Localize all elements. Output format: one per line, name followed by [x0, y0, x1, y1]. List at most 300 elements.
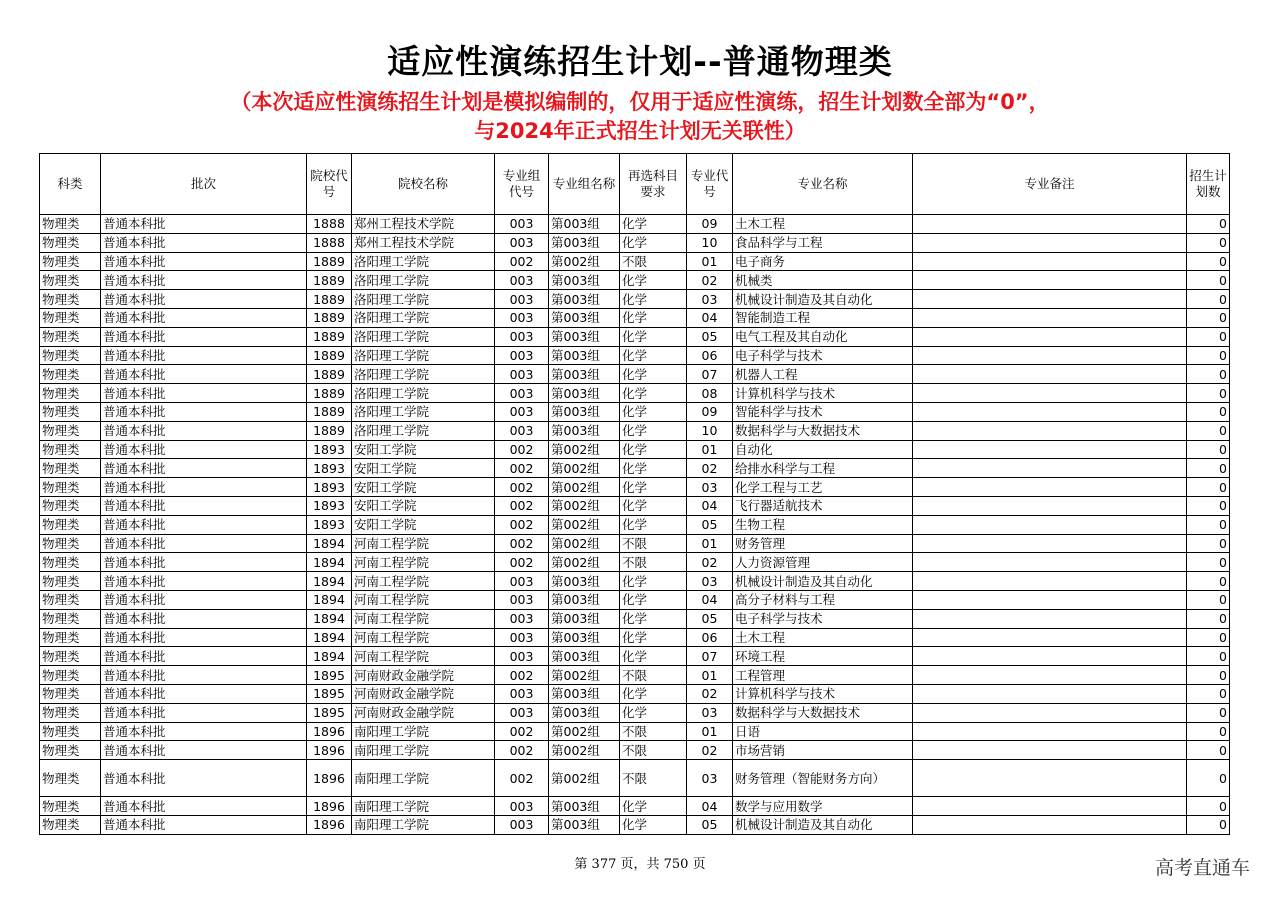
table-cell: 安阳工学院 [352, 496, 495, 515]
table-row [40, 815, 1230, 834]
table-cell: 第003组 [549, 572, 620, 591]
table-cell: 02 [687, 684, 733, 703]
table-cell: 普通本科批 [101, 365, 307, 384]
table-cell: 第003组 [549, 590, 620, 609]
table-cell: 普通本科批 [101, 421, 307, 440]
table-cell: 002 [495, 440, 549, 459]
table-cell: 1889 [307, 421, 352, 440]
table-cell: 河南工程学院 [352, 609, 495, 628]
table-row [40, 346, 1230, 365]
table-cell [913, 365, 1187, 384]
table-cell: 不限 [620, 741, 687, 760]
table-cell: 1888 [307, 233, 352, 252]
table-row [40, 647, 1230, 666]
table-cell: 04 [687, 590, 733, 609]
table-cell: 第002组 [549, 496, 620, 515]
table-row [40, 271, 1230, 290]
table-cell: 1894 [307, 553, 352, 572]
table-cell: 第002组 [549, 515, 620, 534]
table-cell: 第002组 [549, 760, 620, 797]
table-cell [913, 346, 1187, 365]
column-header: 招生计划数 [1187, 154, 1230, 215]
table-cell: 河南财政金融学院 [352, 666, 495, 685]
table-cell: 物理类 [40, 308, 101, 327]
table-row [40, 215, 1230, 234]
table-cell: 03 [687, 478, 733, 497]
table-cell: 给排水科学与工程 [733, 459, 913, 478]
table-cell: 土木工程 [733, 628, 913, 647]
table-cell: 09 [687, 215, 733, 234]
column-header: 专业组代号 [495, 154, 549, 215]
table-row [40, 365, 1230, 384]
table-cell: 洛阳理工学院 [352, 365, 495, 384]
table-cell: 1896 [307, 741, 352, 760]
table-cell: 1889 [307, 327, 352, 346]
table-row [40, 684, 1230, 703]
table-header-row [40, 154, 1230, 215]
column-header: 专业备注 [913, 154, 1187, 215]
table-cell: 普通本科批 [101, 628, 307, 647]
table-cell: 化学 [620, 684, 687, 703]
table-cell: 安阳工学院 [352, 478, 495, 497]
table-row [40, 308, 1230, 327]
table-cell: 河南财政金融学院 [352, 684, 495, 703]
table-cell: 06 [687, 628, 733, 647]
table-cell: 0 [1187, 590, 1230, 609]
table-cell: 普通本科批 [101, 684, 307, 703]
table-cell: 河南工程学院 [352, 590, 495, 609]
table-cell: 智能科学与技术 [733, 402, 913, 421]
table-cell: 002 [495, 760, 549, 797]
table-cell: 1896 [307, 797, 352, 816]
table-cell: 第003组 [549, 609, 620, 628]
table-row [40, 534, 1230, 553]
table-cell: 003 [495, 365, 549, 384]
table-cell: 物理类 [40, 252, 101, 271]
table-cell: 0 [1187, 666, 1230, 685]
table-cell [913, 815, 1187, 834]
table-cell: 003 [495, 233, 549, 252]
table-cell [913, 572, 1187, 591]
table-cell: 003 [495, 421, 549, 440]
table-cell: 04 [687, 308, 733, 327]
table-cell: 1894 [307, 647, 352, 666]
table-cell: 物理类 [40, 684, 101, 703]
table-cell: 工程管理 [733, 666, 913, 685]
table-cell: 南阳理工学院 [352, 722, 495, 741]
table-cell [913, 515, 1187, 534]
table-cell [913, 290, 1187, 309]
table-cell: 普通本科批 [101, 346, 307, 365]
subtitle-line-2: 与2024年正式招生计划无关联性） [474, 119, 806, 143]
table-cell: 0 [1187, 440, 1230, 459]
table-cell: 财务管理 [733, 534, 913, 553]
table-cell: 0 [1187, 703, 1230, 722]
table-cell: 1889 [307, 402, 352, 421]
table-cell: 洛阳理工学院 [352, 252, 495, 271]
table-row [40, 797, 1230, 816]
table-cell: 智能制造工程 [733, 308, 913, 327]
table-cell: 南阳理工学院 [352, 760, 495, 797]
table-cell: 物理类 [40, 402, 101, 421]
table-cell: 数学与应用数学 [733, 797, 913, 816]
table-cell: 1896 [307, 760, 352, 797]
table-cell: 0 [1187, 760, 1230, 797]
table-cell [913, 478, 1187, 497]
table-cell: 第003组 [549, 290, 620, 309]
table-row [40, 233, 1230, 252]
table-cell: 化学 [620, 327, 687, 346]
table-cell: 04 [687, 797, 733, 816]
table-cell: 01 [687, 252, 733, 271]
column-header: 科类 [40, 154, 101, 215]
table-cell: 第002组 [549, 666, 620, 685]
table-row [40, 590, 1230, 609]
table-cell: 03 [687, 572, 733, 591]
table-cell: 第003组 [549, 815, 620, 834]
table-cell: 1888 [307, 215, 352, 234]
table-cell: 普通本科批 [101, 703, 307, 722]
table-cell: 003 [495, 815, 549, 834]
table-cell: 普通本科批 [101, 402, 307, 421]
table-cell: 物理类 [40, 327, 101, 346]
table-row [40, 384, 1230, 403]
table-cell: 物理类 [40, 478, 101, 497]
table-cell: 物理类 [40, 215, 101, 234]
table-cell: 003 [495, 628, 549, 647]
table-cell: 普通本科批 [101, 478, 307, 497]
table-cell: 普通本科批 [101, 252, 307, 271]
table-cell: 人力资源管理 [733, 553, 913, 572]
column-header: 再选科目要求 [620, 154, 687, 215]
table-cell: 河南工程学院 [352, 647, 495, 666]
table-row [40, 496, 1230, 515]
table-cell: 003 [495, 647, 549, 666]
table-cell: 物理类 [40, 290, 101, 309]
table-cell: 第003组 [549, 628, 620, 647]
table-cell: 02 [687, 459, 733, 478]
table-cell: 1895 [307, 684, 352, 703]
table-cell: 安阳工学院 [352, 515, 495, 534]
table-cell: 第003组 [549, 703, 620, 722]
table-cell: 0 [1187, 684, 1230, 703]
table-cell [913, 233, 1187, 252]
table-cell: 0 [1187, 233, 1230, 252]
table-cell: 01 [687, 722, 733, 741]
table-cell: 1889 [307, 346, 352, 365]
table-cell: 普通本科批 [101, 515, 307, 534]
table-cell: 普通本科批 [101, 290, 307, 309]
table-cell: 002 [495, 722, 549, 741]
table-cell: 化学 [620, 572, 687, 591]
column-header: 院校代号 [307, 154, 352, 215]
table-cell: 1895 [307, 703, 352, 722]
table-cell: 计算机科学与技术 [733, 684, 913, 703]
table-cell: 普通本科批 [101, 271, 307, 290]
table-cell: 03 [687, 703, 733, 722]
table-body [40, 215, 1230, 835]
table-cell: 第003组 [549, 346, 620, 365]
table-cell: 1889 [307, 384, 352, 403]
table-cell: 第003组 [549, 684, 620, 703]
table-cell: 0 [1187, 346, 1230, 365]
table-cell: 003 [495, 703, 549, 722]
table-cell: 03 [687, 290, 733, 309]
table-cell: 南阳理工学院 [352, 815, 495, 834]
table-cell: 002 [495, 252, 549, 271]
table-cell: 化学 [620, 647, 687, 666]
table-cell: 普通本科批 [101, 666, 307, 685]
table-row [40, 609, 1230, 628]
page-title: 适应性演练招生计划--普通物理类 [387, 42, 893, 81]
table-cell: 第003组 [549, 365, 620, 384]
table-cell: 化学 [620, 440, 687, 459]
table-cell: 机械设计制造及其自动化 [733, 815, 913, 834]
table-row [40, 722, 1230, 741]
table-cell: 普通本科批 [101, 308, 307, 327]
table-cell: 0 [1187, 553, 1230, 572]
table-cell: 化学 [620, 402, 687, 421]
table-cell: 物理类 [40, 572, 101, 591]
table-cell: 洛阳理工学院 [352, 384, 495, 403]
table-cell: 普通本科批 [101, 760, 307, 797]
table-cell: 普通本科批 [101, 572, 307, 591]
table-cell: 物理类 [40, 421, 101, 440]
table-cell: 0 [1187, 628, 1230, 647]
table-cell: 002 [495, 496, 549, 515]
table-cell: 化学工程与工艺 [733, 478, 913, 497]
table-cell: 化学 [620, 346, 687, 365]
table-cell: 普通本科批 [101, 440, 307, 459]
table-cell: 普通本科批 [101, 647, 307, 666]
table-cell: 1893 [307, 478, 352, 497]
table-row [40, 760, 1230, 797]
table-cell: 003 [495, 797, 549, 816]
table-cell: 普通本科批 [101, 496, 307, 515]
table-row [40, 327, 1230, 346]
table-cell: 0 [1187, 609, 1230, 628]
table-cell: 01 [687, 666, 733, 685]
table-cell: 不限 [620, 553, 687, 572]
table-cell: 01 [687, 440, 733, 459]
table-cell: 0 [1187, 722, 1230, 741]
table-cell: 1896 [307, 815, 352, 834]
column-header: 批次 [101, 154, 307, 215]
table-cell: 05 [687, 815, 733, 834]
table-cell: 土木工程 [733, 215, 913, 234]
table-cell: 普通本科批 [101, 459, 307, 478]
table-cell: 003 [495, 346, 549, 365]
table-cell: 机械设计制造及其自动化 [733, 290, 913, 309]
table-cell: 自动化 [733, 440, 913, 459]
table-cell: 第003组 [549, 647, 620, 666]
table-cell: 普通本科批 [101, 590, 307, 609]
table-cell: 第003组 [549, 327, 620, 346]
table-cell: 化学 [620, 478, 687, 497]
table-cell: 河南工程学院 [352, 534, 495, 553]
table-cell: 003 [495, 327, 549, 346]
table-cell: 0 [1187, 252, 1230, 271]
table-cell: 化学 [620, 815, 687, 834]
table-cell: 002 [495, 741, 549, 760]
table-cell: 日语 [733, 722, 913, 741]
enrollment-plan-table [39, 153, 1230, 835]
table-row [40, 421, 1230, 440]
table-cell: 第003组 [549, 271, 620, 290]
table-cell: 003 [495, 684, 549, 703]
table-cell [913, 684, 1187, 703]
table-cell: 0 [1187, 496, 1230, 515]
table-cell: 机器人工程 [733, 365, 913, 384]
table-row [40, 666, 1230, 685]
table-cell: 02 [687, 553, 733, 572]
table-cell: 高分子材料与工程 [733, 590, 913, 609]
table-cell: 市场营销 [733, 741, 913, 760]
table-cell: 003 [495, 308, 549, 327]
table-cell: 0 [1187, 271, 1230, 290]
table-cell: 物理类 [40, 609, 101, 628]
table-cell: 物理类 [40, 741, 101, 760]
table-cell: 05 [687, 609, 733, 628]
table-cell: 不限 [620, 760, 687, 797]
column-header: 专业名称 [733, 154, 913, 215]
table-cell: 洛阳理工学院 [352, 308, 495, 327]
table-cell: 化学 [620, 365, 687, 384]
table-cell [913, 534, 1187, 553]
table-cell: 003 [495, 271, 549, 290]
table-cell: 0 [1187, 797, 1230, 816]
table-cell: 第003组 [549, 797, 620, 816]
table-cell: 003 [495, 572, 549, 591]
table-cell: 机械设计制造及其自动化 [733, 572, 913, 591]
table-cell [913, 760, 1187, 797]
table-cell: 电气工程及其自动化 [733, 327, 913, 346]
table-cell: 物理类 [40, 233, 101, 252]
table-cell [913, 647, 1187, 666]
table-cell: 化学 [620, 459, 687, 478]
table-cell: 1893 [307, 459, 352, 478]
table-cell: 0 [1187, 327, 1230, 346]
table-cell: 1896 [307, 722, 352, 741]
table-cell: 洛阳理工学院 [352, 346, 495, 365]
table-cell: 洛阳理工学院 [352, 271, 495, 290]
table-cell: 第003组 [549, 233, 620, 252]
table-cell: 化学 [620, 609, 687, 628]
table-cell [913, 722, 1187, 741]
table-cell: 1889 [307, 308, 352, 327]
table-cell: 普通本科批 [101, 815, 307, 834]
table-cell: 第003组 [549, 421, 620, 440]
table-cell: 物理类 [40, 365, 101, 384]
table-cell: 洛阳理工学院 [352, 327, 495, 346]
page-footer: 第 377 页，共 750 页 [574, 857, 706, 872]
table-cell: 郑州工程技术学院 [352, 233, 495, 252]
table-cell: 普通本科批 [101, 797, 307, 816]
table-cell: 0 [1187, 815, 1230, 834]
table-cell: 化学 [620, 496, 687, 515]
column-header: 专业组名称 [549, 154, 620, 215]
table-row [40, 628, 1230, 647]
table-cell: 0 [1187, 290, 1230, 309]
table-cell: 物理类 [40, 459, 101, 478]
table-cell: 第002组 [549, 478, 620, 497]
table-cell: 食品科学与工程 [733, 233, 913, 252]
table-cell: 郑州工程技术学院 [352, 215, 495, 234]
table-cell: 计算机科学与技术 [733, 384, 913, 403]
table-cell: 1894 [307, 628, 352, 647]
table-cell: 第003组 [549, 215, 620, 234]
table-cell: 003 [495, 609, 549, 628]
table-cell [913, 666, 1187, 685]
table-cell [913, 384, 1187, 403]
table-cell [913, 440, 1187, 459]
table-cell: 化学 [620, 628, 687, 647]
table-row [40, 703, 1230, 722]
table-cell: 物理类 [40, 760, 101, 797]
table-cell: 1894 [307, 572, 352, 591]
table-cell: 07 [687, 365, 733, 384]
table-cell: 1893 [307, 515, 352, 534]
table-cell: 电子科学与技术 [733, 609, 913, 628]
table-cell: 002 [495, 666, 549, 685]
table-cell: 洛阳理工学院 [352, 402, 495, 421]
table-cell: 化学 [620, 797, 687, 816]
table-cell [913, 797, 1187, 816]
table-cell: 财务管理（智能财务方向） [733, 760, 913, 797]
table-cell: 物理类 [40, 384, 101, 403]
table-cell: 1889 [307, 271, 352, 290]
table-cell: 第002组 [549, 440, 620, 459]
table-cell: 03 [687, 760, 733, 797]
table-cell [913, 215, 1187, 234]
table-cell: 0 [1187, 459, 1230, 478]
table-cell [913, 327, 1187, 346]
table-cell: 化学 [620, 384, 687, 403]
table-cell: 第002组 [549, 553, 620, 572]
table-cell: 化学 [620, 515, 687, 534]
table-cell: 0 [1187, 515, 1230, 534]
table-cell: 07 [687, 647, 733, 666]
table-cell: 0 [1187, 572, 1230, 591]
table-cell: 1889 [307, 365, 352, 384]
table-cell [913, 703, 1187, 722]
table-cell [913, 628, 1187, 647]
table-cell: 物理类 [40, 590, 101, 609]
table-cell: 物理类 [40, 797, 101, 816]
table-cell [913, 421, 1187, 440]
table-cell: 0 [1187, 478, 1230, 497]
column-header: 院校名称 [352, 154, 495, 215]
table-cell: 生物工程 [733, 515, 913, 534]
table-cell: 物理类 [40, 515, 101, 534]
table-cell: 普通本科批 [101, 741, 307, 760]
table-row [40, 459, 1230, 478]
table-cell: 1893 [307, 496, 352, 515]
table-cell: 化学 [620, 703, 687, 722]
table-cell: 第002组 [549, 741, 620, 760]
table-cell: 普通本科批 [101, 609, 307, 628]
table-cell: 04 [687, 496, 733, 515]
table-cell: 化学 [620, 271, 687, 290]
table-cell: 1893 [307, 440, 352, 459]
table-cell [913, 553, 1187, 572]
table-cell: 1889 [307, 290, 352, 309]
table-cell: 不限 [620, 722, 687, 741]
table-cell: 河南工程学院 [352, 553, 495, 572]
table-cell: 0 [1187, 534, 1230, 553]
table-cell: 第003组 [549, 308, 620, 327]
table-cell [913, 590, 1187, 609]
